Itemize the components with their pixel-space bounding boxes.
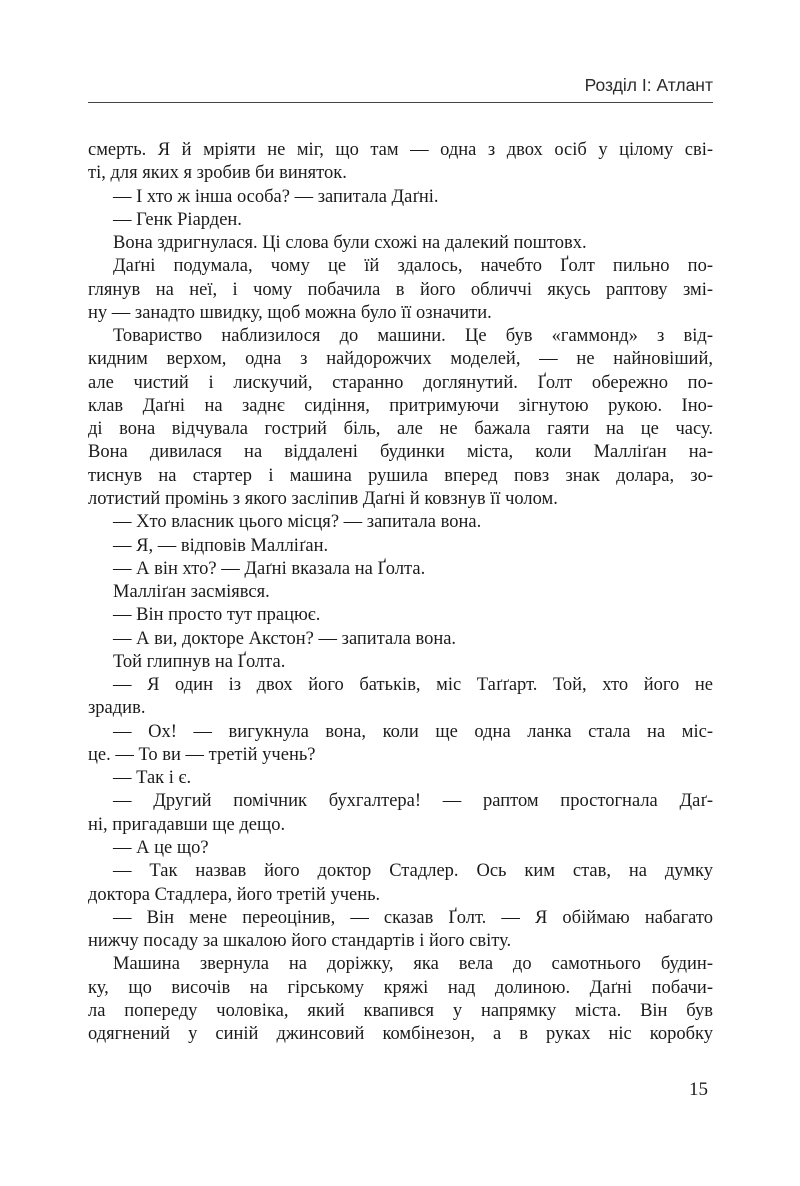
paragraph <box>88 511 713 534</box>
text-line: — Я, — відповів Малліґан. <box>113 535 329 556</box>
paragraph <box>88 651 713 674</box>
text-line: — Генк Ріарден. <box>113 209 242 230</box>
text-line: Вона дивилася на віддалені будинки міста, коли Малліґан на- <box>88 442 713 463</box>
text-line: Товариство наблизилося до машини. Це був «гаммонд» з від- <box>113 326 713 347</box>
paragraph <box>88 209 713 232</box>
text-line: смерть. Я й мріяти не міг, що там — одна з двох осіб у цілому сві- <box>88 140 713 160</box>
page-body <box>88 139 713 1046</box>
paragraph <box>88 255 713 325</box>
text-line: — Хто власник цього місця? — запитала вона. <box>113 512 482 533</box>
text-line: клав Даґні на заднє сидіння, притримуючи зігнутою рукою. Іно- <box>88 395 713 416</box>
text-line: Машина звернула на доріжку, яка вела до самотнього будин- <box>113 954 713 975</box>
paragraph <box>88 674 713 721</box>
text-line: ла попереду чоловіка, який квапився у напрямку міста. Він був <box>88 1000 713 1021</box>
paragraph <box>88 232 713 255</box>
text-line: — Я один із двох його батьків, міс Таґґарт. Той, хто його не <box>113 675 713 696</box>
text-line: тиснув на стартер і машина рушила вперед повз знак долара, зо- <box>88 465 713 486</box>
paragraph <box>88 837 713 860</box>
text-line: одягнений у синій джинсовий комбінезон, а в руках ніс коробку <box>88 1024 713 1045</box>
text-line: ну — занадто швидку, щоб можна було її означити. <box>88 302 492 323</box>
paragraph <box>88 535 713 558</box>
header-rule <box>88 102 713 103</box>
text-line: ні, пригадавши ще дещо. <box>88 814 286 835</box>
text-line: — Ох! — вигукнула вона, коли ще одна ланка стала на міс- <box>113 721 713 742</box>
text-line: зрадив. <box>88 698 146 719</box>
text-line: Той глипнув на Ґолта. <box>113 651 286 672</box>
paragraph <box>88 325 713 511</box>
paragraph <box>88 139 713 186</box>
text-line: — Він мене переоцінив, — сказав Ґолт. — Я обіймаю набагато <box>113 907 713 928</box>
text-line: — А це що? <box>113 837 209 858</box>
paragraph <box>88 907 713 954</box>
text-line: — А він хто? — Даґні вказала на Ґолта. <box>113 558 426 579</box>
paragraph <box>88 558 713 581</box>
paragraph <box>88 604 713 627</box>
paragraph <box>88 628 713 651</box>
text-line: нижчу посаду за шкалою його стандартів і його світу. <box>88 931 512 952</box>
text-line: лотистий промінь з якого засліпив Даґні й ковзнув її чолом. <box>88 488 558 509</box>
paragraph <box>88 767 713 790</box>
text-line: ді вона відчувала гострий біль, але не бажала гаяти на це часу. <box>88 419 713 440</box>
paragraph <box>88 186 713 209</box>
text-line: кидним верхом, одна з найдорожчих моделей, — не найновіший, <box>88 349 713 370</box>
text-line: але чистий і лискучий, старанно доглянутий. Ґолт обережно по- <box>88 372 713 393</box>
chapter-header: Розділ І: Атлант <box>584 75 713 95</box>
paragraph <box>88 721 713 768</box>
text-line: ті, для яких я зробив би виняток. <box>88 163 347 184</box>
text-line: доктора Стадлера, його третій учень. <box>88 884 381 905</box>
text-line: — А ви, докторе Акстон? — запитала вона. <box>113 628 457 649</box>
text-line: ку, що височів на гірському кряжі над долиною. Даґні побачи- <box>88 977 713 998</box>
running-header <box>88 74 713 103</box>
paragraph <box>88 953 713 1046</box>
text-line: це. — То ви — третій учень? <box>88 744 316 765</box>
text-line: — Так і є. <box>113 768 192 789</box>
text-line: Даґні подумала, чому це їй здалось, начебто Ґолт пильно по- <box>113 256 713 277</box>
text-line: — Він просто тут працює. <box>113 605 321 626</box>
text-line: Малліґан засміявся. <box>113 582 270 603</box>
text-line: — І хто ж інша особа? — запитала Даґні. <box>113 186 439 207</box>
paragraph <box>88 860 713 907</box>
text-line: — Так назвав його доктор Стадлер. Ось ким став, на думку <box>113 861 713 882</box>
text-line: глянув на неї, і чому побачила в його обличчі якусь раптову змі- <box>88 279 713 300</box>
paragraph <box>88 581 713 604</box>
paragraph <box>88 790 713 837</box>
text-line: — Другий помічник бухгалтера! — раптом простогнала Даґ- <box>113 791 713 812</box>
text-line: Вона здригнулася. Ці слова були схожі на далекий поштовх. <box>113 233 587 254</box>
page-number: 15 <box>689 1079 708 1100</box>
